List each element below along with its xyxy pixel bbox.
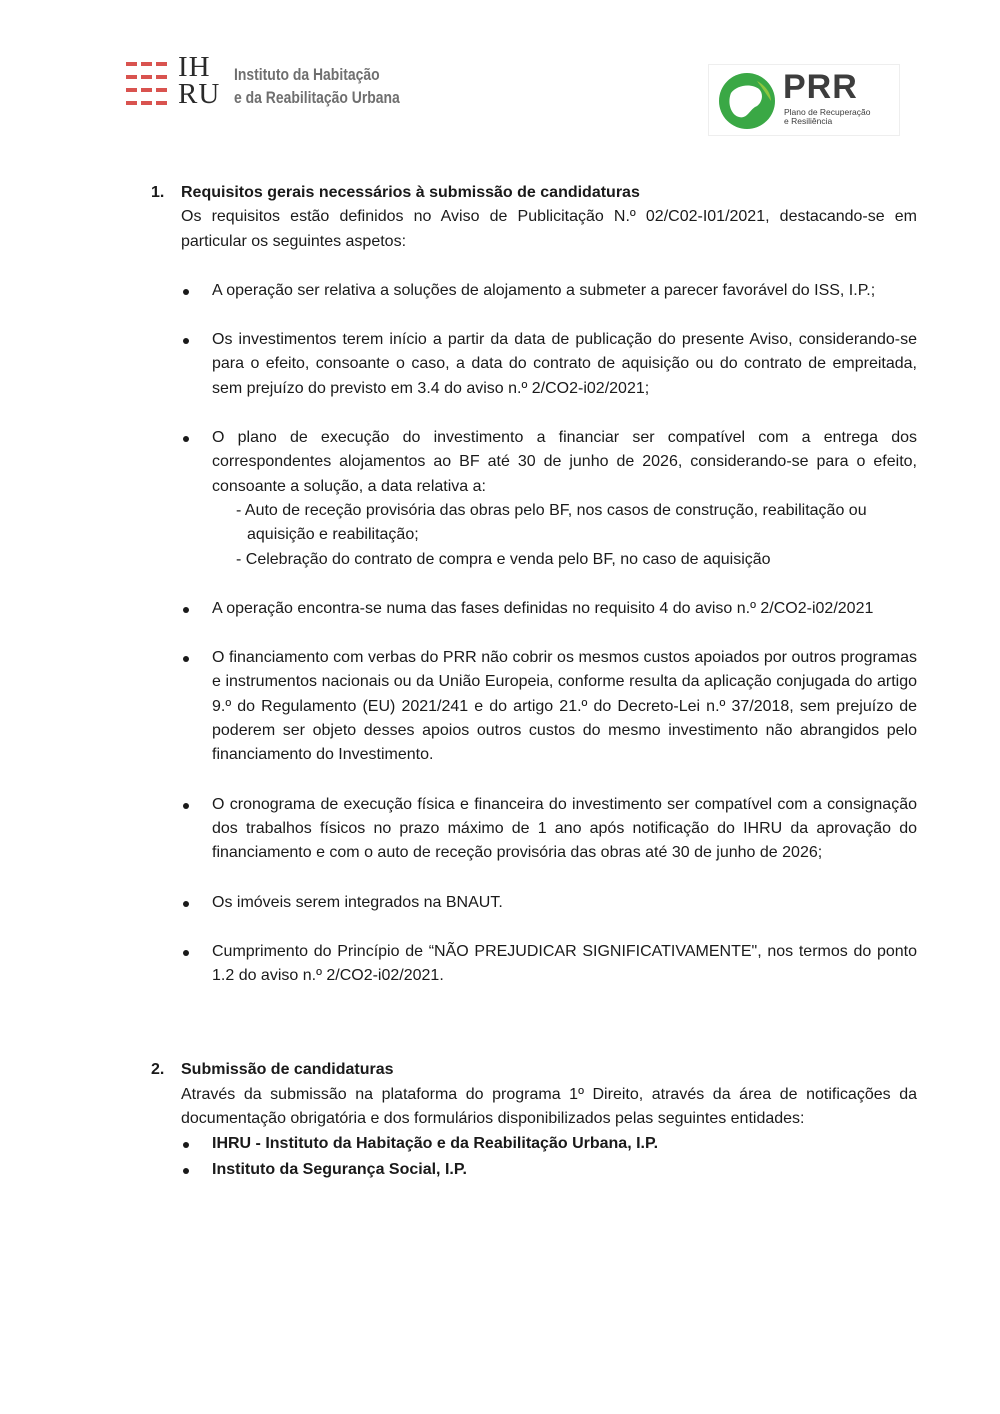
sub-item: - Celebração do contrato de compra e venda pelo BF, no caso de aquisição <box>236 550 771 568</box>
bullet-icon <box>183 338 189 344</box>
list-item: Os investimentos terem início a partir da data de publicação do presente Aviso, considerando-se para o efeito, consoante o caso, a data do contrato de aquisição ou do contrato de empreitada, sem prejuízo do previsto em 3.4 do aviso n.º 2/CO2-i02/2021; <box>181 328 917 401</box>
prr-title: PRR <box>783 68 858 106</box>
list-item: A operação encontra-se numa das fases definidas no requisito 4 do aviso n.º 2/CO2-i02/2021 <box>181 597 917 621</box>
bullet-icon <box>183 950 189 956</box>
section-intro: Através da submissão na plataforma do programa 1º Direito, através da área de notificações da documentação obrigatória e dos formulários disponibilizados pelas seguintes entidades: <box>181 1085 917 1128</box>
section-number: 1. <box>151 184 165 201</box>
document-body <box>151 181 917 1182</box>
prr-logo <box>708 64 900 136</box>
ihru-letters: IH RU <box>178 51 221 110</box>
prr-subtitle: Plano de Recuperação e Resiliência <box>784 107 871 126</box>
bullet-icon <box>183 656 189 662</box>
section-intro: Os requisitos estão definidos no Aviso de Publicitação N.º 02/C02-I01/2021, destacando-se em particular os seguintes aspetos: <box>181 208 917 250</box>
bullet-icon <box>183 289 189 295</box>
list-item: O cronograma de execução física e financeira do investimento ser compatível com a consignação dos trabalhos físicos no prazo máximo de 1 ano após notificação do IHRU da aprovação do financiamento e com o auto de receção provisória das obras até 30 de junho de 2026; <box>181 793 917 866</box>
page-header <box>0 0 1000 150</box>
bullet-icon <box>183 803 189 809</box>
bullet-icon <box>183 607 189 613</box>
ihru-institute-name: Instituto da Habitação e da Reabilitação Urbana <box>234 65 400 107</box>
requirements-list <box>181 279 917 989</box>
section-requirements <box>151 181 917 254</box>
list-item: Cumprimento do Princípio de “NÃO PREJUDICAR SIGNIFICATIVAMENTE", nos termos do ponto 1.2 do aviso n.º 2/CO2-i02/2021. <box>181 940 917 989</box>
list-item: IHRU - Instituto da Habitação e da Reabilitação Urbana, I.P. <box>181 1132 917 1156</box>
list-item: Instituto da Segurança Social, I.P. <box>181 1158 917 1182</box>
list-item: O financiamento com verbas do PRR não cobrir os mesmos custos apoiados por outros programas e instrumentos nacionais ou da União Europeia, conforme resulta da aplicação conjugada do artigo 9.º do Regulamento (EU) 2021/241 e do artigo 21.º do Decreto-Lei n.º 37/2018, sem prejuízo de poderem ser objeto desses apoios outros custos do mesmo investimento não abrangidos pelo financiamento do Investimento. <box>181 646 917 767</box>
list-item: A operação ser relativa a soluções de alojamento a submeter a parecer favorável do ISS, I.P.; <box>181 279 917 303</box>
entities-list <box>181 1132 917 1182</box>
prr-globe-icon <box>717 71 777 131</box>
section-title: Submissão de candidaturas <box>181 1061 394 1079</box>
bullet-icon <box>183 901 189 907</box>
bullet-icon <box>183 1142 189 1148</box>
section-number: 2. <box>151 1061 165 1079</box>
bullet-icon <box>183 1168 189 1174</box>
list-item: Os imóveis serem integrados na BNAUT. <box>181 891 917 915</box>
ihru-dash-marks-icon <box>126 62 170 110</box>
section-submission <box>151 1058 917 1131</box>
bullet-icon <box>183 436 189 442</box>
ihru-logo <box>126 51 416 114</box>
list-item: O plano de execução do investimento a financiar ser compatível com a entrega dos correspondentes alojamentos ao BF até 30 de junho de 2026, considerando-se para o efeito, consoante a solução, a data relativa a: - Auto de receção provisória das obras pelo BF, nos casos de construção, reabilitação ou aquisição e reabilitação; - Celebração do contrato de compra e venda pelo BF, no caso de aquisição <box>181 426 917 572</box>
sub-item: - Auto de receção provisória das obras pelo BF, nos casos de construção, reabilitação ou aquisição e reabilitação; <box>236 501 867 544</box>
section-title: Requisitos gerais necessários à submissão de candidaturas <box>181 184 640 201</box>
